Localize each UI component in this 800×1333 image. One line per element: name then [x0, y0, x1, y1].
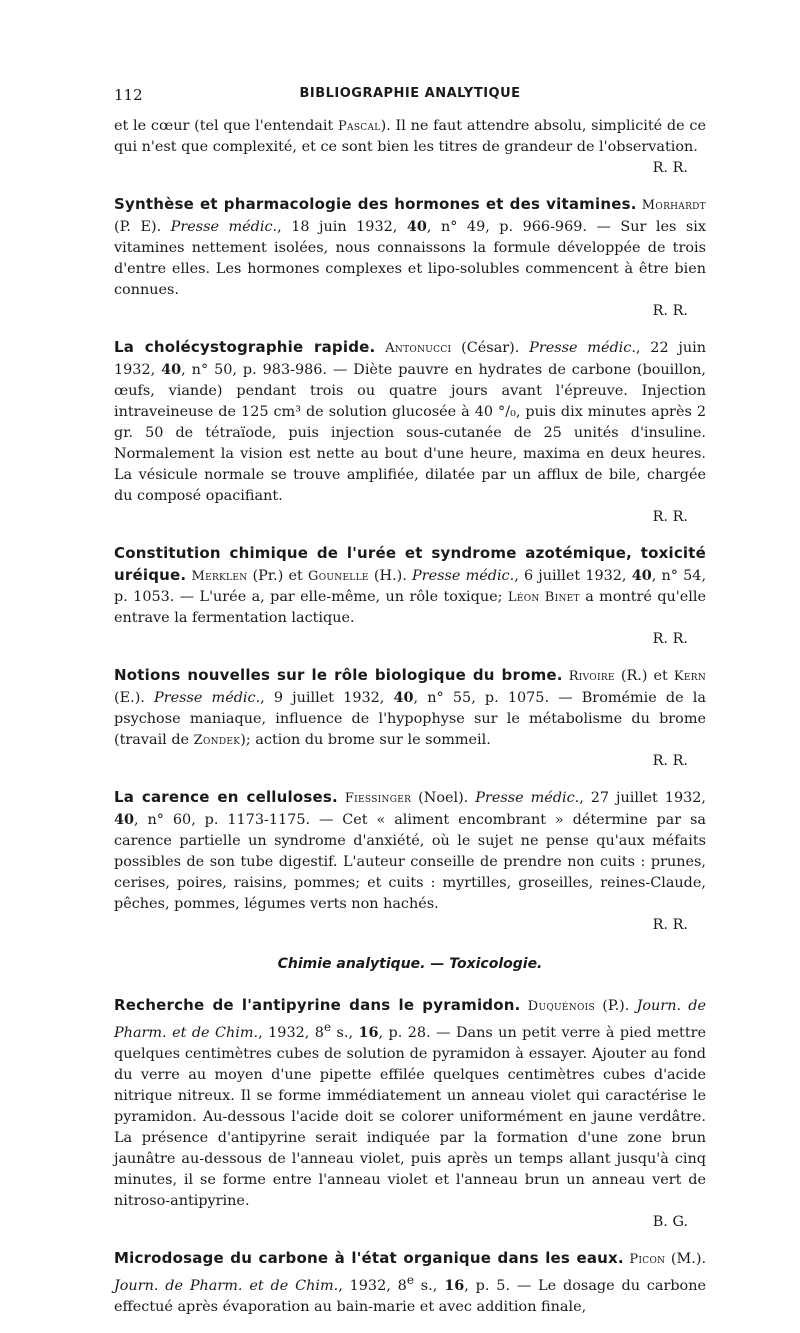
entry-title: Constitution chimique de l'urée et syndrome azotémique, toxicité uréique.	[114, 544, 706, 584]
page-number: 112	[114, 86, 143, 104]
author-initials: (H.).	[368, 568, 413, 584]
entry-date: , 9 juillet 1932,	[260, 690, 394, 706]
entry-title: Recherche de l'antipyrine dans le pyramidon.	[114, 996, 521, 1014]
entry-date: , 1932, 8	[338, 1277, 407, 1294]
signature: R. R.	[652, 753, 688, 769]
author-initials: (Pr.) et	[247, 568, 309, 584]
author-initials: (Noel).	[411, 790, 476, 806]
volume-number: 16	[444, 1276, 465, 1294]
entry-title: Microdosage du carbone à l'état organique dans les eaux.	[114, 1248, 624, 1267]
bibliography-entry	[114, 787, 706, 936]
author-initials: (César).	[451, 340, 530, 356]
series-superscript: e	[323, 1020, 332, 1034]
signature: R. R.	[652, 303, 688, 319]
journal-name: Presse médic.	[475, 790, 580, 806]
author-name: Kern	[673, 669, 706, 684]
intro-paragraph	[114, 116, 706, 179]
entry-title: La cholécystographie rapide.	[114, 338, 376, 356]
entry-body: Sur les six vitamines nettement isolées, nous connaissons la formule développée de trois d'entre elles. Les hormones complexes et lipo-solubles commencent à être bien connues.	[114, 219, 706, 298]
entry-body: a montré qu'elle entrave la fermentation lactique.	[114, 589, 706, 626]
author-initials: (R.) et	[614, 668, 674, 684]
entry-date: , 1932, 8	[258, 1024, 324, 1041]
volume-number: 40	[114, 811, 135, 828]
entry-reference: , n° 50, p. 983-986. —	[181, 362, 354, 378]
entry-body: Diète pauvre en hydrates de carbone (bouillon, œufs, viande) pendant trois ou quatre jours avant l'épreuve. Injection intraveineuse de 125 cm³ de solution glucosée à 40 °/₀, puis dix minutes après 2 gr. 50 de tétraïode, puis injection sous-cutanée de 25 unités d'insuline. Normalement la vision est nette au bout d'une heure, maxima en deux heures. La vésicule normale se trouve amplifiée, dilatée par un afflux de bile, chargée du composé opacifiant.	[114, 362, 706, 504]
cited-name: Léon Binet	[507, 590, 580, 605]
author-initials: (E.).	[114, 690, 155, 706]
volume-number: 40	[406, 218, 427, 235]
journal-name: Presse médic.	[170, 219, 278, 235]
entry-title: Synthèse et pharmacologie des hormones et des vitamines.	[114, 195, 637, 213]
bibliography-entry	[114, 337, 706, 528]
entry-date: , 27 juillet 1932,	[579, 790, 706, 806]
entry-body: Dans un petit verre à pied mettre quelques centimètres cubes de solution de pyramidon à essayer. Ajouter au fond du verre au moyen d'une pipette effilée quelques centimètres cubes d'acide nitrique nitreux. Il se forme immédiatement un anneau violet qui caractérise le pyramidon. Au-dessous l'acide doit se colorer uniformément en jaune verdâtre. La présence d'antipyrine serait indiquée par la formation d'une zone brun jaunâtre au-dessous de l'anneau violet, puis après un temps allant jusqu'à cinq minutes, il se forme entre l'anneau violet et l'anneau brun un anneau vert de nitroso-antipyrine.	[114, 1024, 707, 1209]
entry-body: Le dosage du carbone effectué après évaporation au bain-marie et avec addition finale,	[114, 1277, 706, 1315]
author-name: Picon	[629, 1251, 666, 1267]
entry-reference: , p. 28. —	[378, 1024, 456, 1041]
entry-date: s.,	[413, 1277, 445, 1294]
entry-date: , 6 juillet 1932,	[514, 568, 632, 584]
bibliography-entry	[114, 995, 706, 1233]
entry-body: ); action du brome sur le sommeil.	[240, 732, 491, 748]
author-name: Pascal	[338, 119, 381, 134]
cited-name: Zondek	[193, 733, 241, 748]
entry-reference: , n° 55, p. 1075. —	[413, 690, 582, 706]
author-name: Gounelle	[308, 569, 369, 584]
author-initials: (P. E).	[114, 219, 171, 235]
page-content	[114, 116, 706, 1333]
entry-reference: , p. 5. —	[464, 1277, 539, 1294]
bibliography-entry	[114, 543, 706, 650]
entry-reference: , n° 49, p. 966-969. —	[426, 219, 621, 235]
journal-name: Journ. de Pharm. et de Chim.	[114, 1277, 339, 1294]
entry-title: Notions nouvelles sur le rôle biologique du brome.	[114, 666, 563, 684]
entry-reference: , n° 54, p. 1053. —	[114, 568, 707, 605]
signature: R. R.	[652, 509, 688, 525]
running-head: BIBLIOGRAPHIE ANALYTIQUE	[299, 86, 521, 101]
intro-text: ). Il ne faut attendre absolu, simplicité de ce qui n'est que complexité, et ce sont bien les titres de grandeur de l'observation.	[114, 118, 706, 155]
signature: R. R.	[652, 631, 688, 647]
entry-reference: , n° 60, p. 1173-1175. —	[134, 812, 343, 828]
series-superscript: e	[406, 1272, 414, 1287]
author-initials: (P.).	[594, 998, 637, 1014]
signature: B. G.	[652, 1213, 688, 1230]
journal-name: Journ. de Pharm. et de Chim.	[114, 998, 706, 1041]
intro-text: et le cœur (tel que l'entendait	[114, 118, 338, 134]
bibliography-entry	[114, 194, 706, 322]
entry-body: L'urée a, par elle-même, un rôle toxique;	[199, 589, 508, 605]
entry-body: Cet « aliment encombrant » détermine par sa carence partielle un syndrome d'anxiété, où le sujet ne pense qu'aux méfaits possibles de son tube digestif. L'auteur conseille de prendre non cuits : prunes, cerises, poires, raisins, pommes; et cuits : myrtilles, groseilles, reines-Claude, pêches, pommes, légumes verts non hachés.	[114, 812, 707, 912]
journal-name: Presse médic.	[154, 690, 261, 706]
section-title: Chimie analytique. — Toxicologie.	[277, 956, 543, 972]
author-name: Morhardt	[641, 198, 706, 213]
signature: R. R.	[652, 917, 688, 933]
volume-number: 40	[631, 567, 652, 584]
author-name: Duquénois	[527, 999, 595, 1014]
entry-body: Bromémie de la psychose maniaque, influence de l'hypophyse sur le métabolisme du brome (travail de	[114, 690, 706, 748]
bibliography-entry	[114, 1248, 706, 1318]
journal-name: Presse médic.	[529, 340, 636, 356]
page-header	[114, 86, 706, 108]
entry-title: La carence en celluloses.	[114, 788, 338, 806]
entry-date: s.,	[331, 1024, 359, 1041]
author-name: Fiessinger	[344, 791, 412, 806]
author-initials: (M.).	[665, 1250, 707, 1267]
journal-name: Presse médic.	[412, 568, 515, 584]
author-name: Antonucci	[385, 341, 452, 356]
volume-number: 16	[358, 1023, 379, 1041]
bibliography-entry	[114, 665, 706, 772]
volume-number: 40	[393, 689, 414, 706]
author-name: Merklen	[191, 569, 248, 584]
entry-date: , 22 juin 1932,	[114, 340, 706, 378]
author-name: Rivoire	[568, 669, 615, 684]
entry-date: , 18 juin 1932,	[277, 219, 407, 235]
volume-number: 40	[161, 361, 182, 378]
signature: R. R.	[652, 160, 688, 176]
